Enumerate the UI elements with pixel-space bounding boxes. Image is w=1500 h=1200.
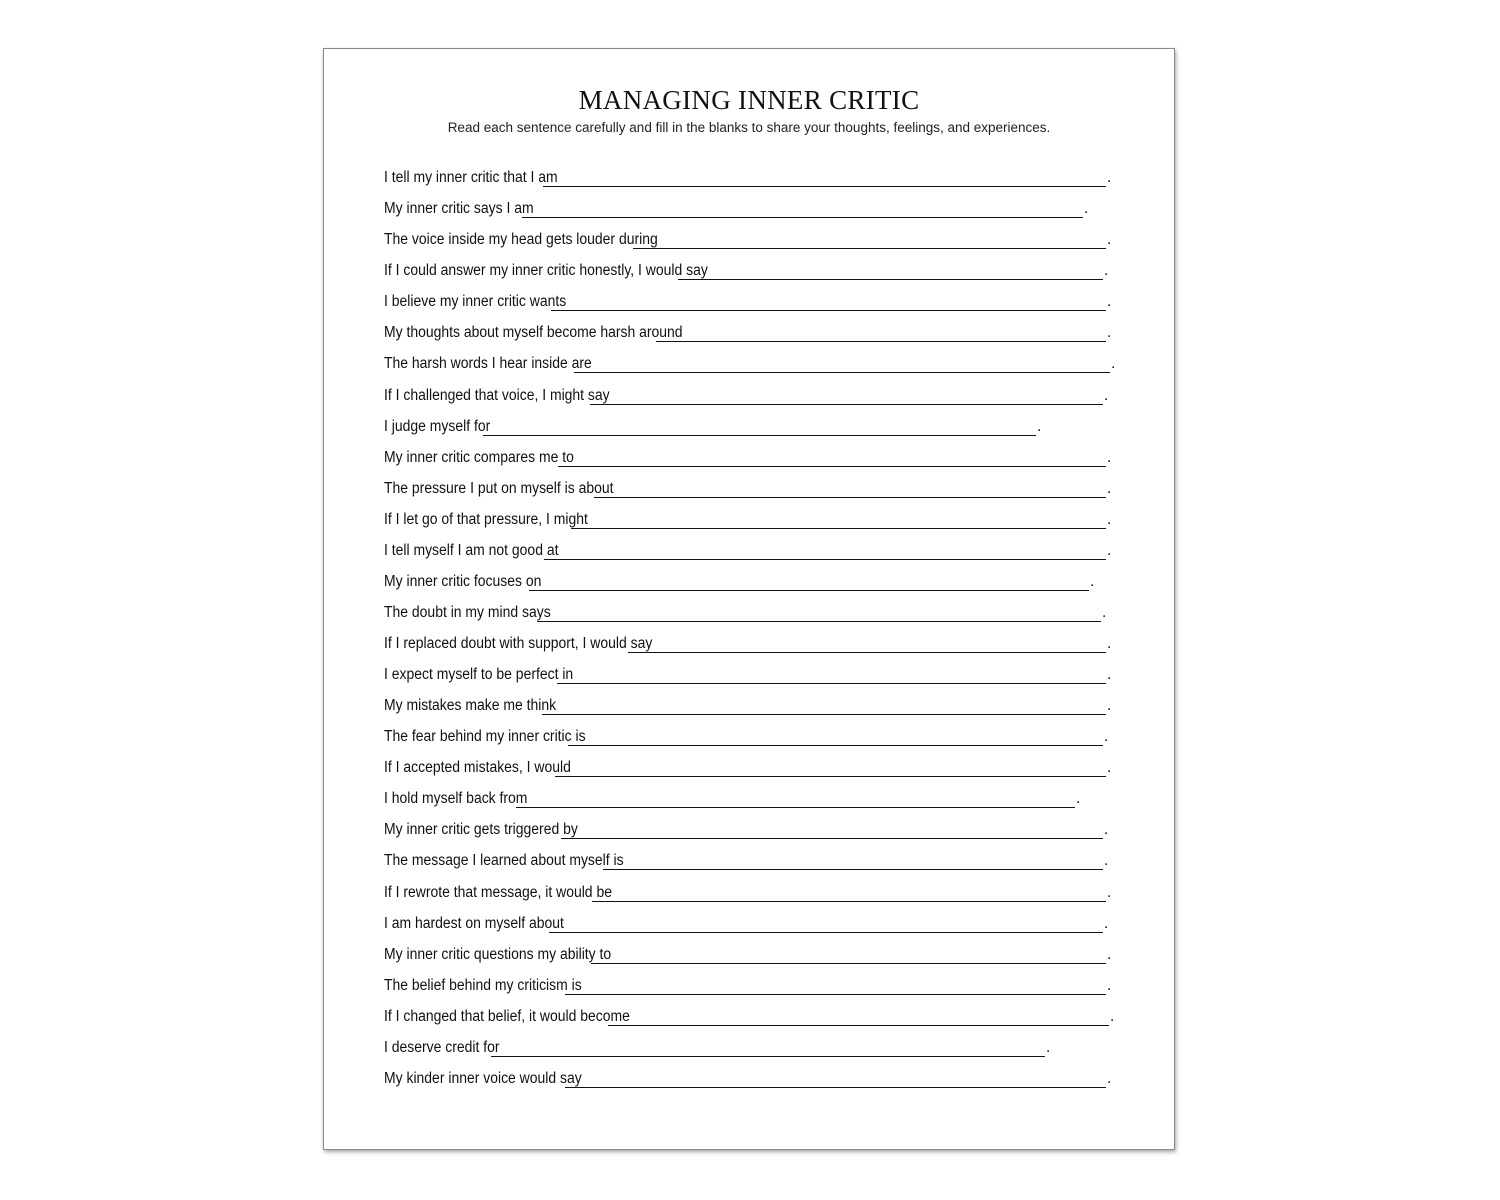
prompt-row <box>384 342 1124 373</box>
fill-in-blank[interactable] <box>568 731 1103 746</box>
prompt-text: My inner critic says I am <box>384 200 534 218</box>
sentence-period: . <box>1107 976 1112 994</box>
fill-in-blank[interactable] <box>565 980 1106 995</box>
fill-in-blank[interactable] <box>491 1042 1045 1057</box>
prompt-text: The harsh words I hear inside are <box>384 355 592 373</box>
sentence-period: . <box>1103 728 1109 746</box>
prompt-row <box>384 467 1124 498</box>
sentence-period: . <box>1109 1007 1115 1025</box>
fill-in-blank[interactable] <box>574 358 1110 373</box>
sentence-period: . <box>1106 293 1112 311</box>
sentence-period: . <box>1107 945 1112 963</box>
prompt-text: The belief behind my criticism is <box>384 976 582 994</box>
prompt-row <box>384 1057 1124 1088</box>
prompt-text: My inner critic questions my ability to <box>384 945 612 963</box>
fill-in-blank[interactable] <box>537 607 1101 622</box>
prompt-row <box>384 622 1124 653</box>
prompt-row <box>384 933 1124 964</box>
prompt-row <box>384 436 1124 467</box>
prompt-text: I tell myself I am not good at <box>384 541 559 559</box>
prompt-row <box>384 187 1124 218</box>
fill-in-blank[interactable] <box>656 327 1106 342</box>
fill-in-blank[interactable] <box>628 638 1106 653</box>
prompt-row <box>384 870 1124 901</box>
prompt-row <box>384 964 1124 995</box>
prompt-text: My inner critic focuses on <box>384 572 542 590</box>
sentence-period: . <box>1037 417 1042 435</box>
prompt-text: If I could answer my inner critic honestly, I would say <box>384 262 708 280</box>
fill-in-blank[interactable] <box>551 296 1106 311</box>
prompt-text: The message I learned about myself is <box>384 852 624 870</box>
fill-in-blank[interactable] <box>557 669 1106 684</box>
sentence-period: . <box>1103 821 1109 839</box>
prompt-text: The doubt in my mind says <box>384 603 551 621</box>
sentence-period: . <box>1107 697 1112 715</box>
prompt-text: My inner critic compares me to <box>384 448 574 466</box>
fill-in-blank[interactable] <box>590 390 1103 405</box>
prompt-text: I judge myself for <box>384 417 491 435</box>
fill-in-blank[interactable] <box>608 1011 1109 1026</box>
sentence-period: . <box>1089 572 1095 590</box>
prompt-text: My mistakes make me think <box>384 697 557 715</box>
prompt-row <box>384 280 1124 311</box>
prompt-text: If I let go of that pressure, I might <box>384 510 588 528</box>
prompt-row <box>384 156 1124 187</box>
fill-in-blank[interactable] <box>522 203 1083 218</box>
fill-in-blank[interactable] <box>561 824 1103 839</box>
prompt-row <box>384 902 1124 933</box>
sentence-period: . <box>1084 200 1089 218</box>
sentence-period: . <box>1107 169 1112 187</box>
fill-in-blank[interactable] <box>543 172 1106 187</box>
sentence-period: . <box>1110 355 1116 373</box>
fill-in-blank[interactable] <box>516 793 1075 808</box>
prompt-row <box>384 498 1124 529</box>
fill-in-blank[interactable] <box>483 421 1036 436</box>
prompt-row <box>384 1026 1124 1057</box>
prompt-row <box>384 715 1124 746</box>
fill-in-blank[interactable] <box>542 700 1106 715</box>
prompt-row <box>384 311 1124 342</box>
prompt-row <box>384 591 1124 622</box>
fill-in-blank[interactable] <box>529 576 1089 591</box>
prompt-text: If I changed that belief, it would become <box>384 1007 630 1025</box>
prompt-text: If I accepted mistakes, I would <box>384 759 571 777</box>
prompt-text: I am hardest on myself about <box>384 914 564 932</box>
prompt-row <box>384 777 1124 808</box>
sentence-period: . <box>1107 635 1112 652</box>
sentence-period: . <box>1104 262 1109 280</box>
prompt-text: I believe my inner critic wants <box>384 293 567 311</box>
prompt-text: The pressure I put on myself is about <box>384 479 614 497</box>
prompt-text: If I replaced doubt with support, I would say <box>384 635 653 652</box>
fill-in-blank[interactable] <box>678 265 1103 280</box>
fill-in-blank[interactable] <box>633 234 1106 249</box>
fill-in-blank[interactable] <box>603 855 1103 870</box>
sentence-period: . <box>1103 914 1109 932</box>
prompt-text: If I rewrote that message, it would be <box>384 883 612 901</box>
sentence-period: . <box>1106 510 1112 528</box>
fill-in-blank[interactable] <box>592 887 1106 902</box>
fill-in-blank[interactable] <box>571 514 1106 529</box>
sentence-period: . <box>1107 666 1112 684</box>
prompt-text: My thoughts about myself become harsh around <box>384 324 683 342</box>
fill-in-blank[interactable] <box>549 918 1103 933</box>
sentence-period: . <box>1107 883 1112 901</box>
prompt-row <box>384 684 1124 715</box>
sentence-period: . <box>1107 479 1112 497</box>
prompt-row <box>384 808 1124 839</box>
prompt-row <box>384 560 1124 591</box>
fill-in-blank[interactable] <box>558 452 1106 467</box>
sentence-period: . <box>1107 231 1112 249</box>
prompt-row <box>384 373 1124 404</box>
prompt-row <box>384 249 1124 280</box>
prompt-list <box>384 156 1124 1088</box>
worksheet-page <box>323 48 1175 1150</box>
prompt-row <box>384 839 1124 870</box>
sentence-period: . <box>1104 852 1109 870</box>
sentence-period: . <box>1103 386 1109 404</box>
prompt-text: The voice inside my head gets louder during <box>384 231 658 249</box>
fill-in-blank[interactable] <box>594 483 1106 498</box>
sentence-period: . <box>1102 603 1107 621</box>
prompt-text: My kinder inner voice would say <box>384 1069 582 1087</box>
prompt-row <box>384 995 1124 1026</box>
sentence-period: . <box>1107 1069 1112 1087</box>
sentence-period: . <box>1107 324 1112 342</box>
fill-in-blank[interactable] <box>565 1073 1106 1088</box>
prompt-row <box>384 218 1124 249</box>
worksheet-instructions: Read each sentence carefully and fill in the blanks to share your thoughts, feelings, and experiences. <box>447 120 1051 135</box>
sentence-period: . <box>1107 759 1112 777</box>
prompt-row <box>384 405 1124 436</box>
prompt-text: If I challenged that voice, I might say <box>384 386 610 404</box>
prompt-text: I deserve credit for <box>384 1038 500 1056</box>
fill-in-blank[interactable] <box>591 949 1106 964</box>
worksheet-title: MANAGING INNER CRITIC <box>578 85 920 115</box>
prompt-text: My inner critic gets triggered by <box>384 821 578 839</box>
sentence-period: . <box>1107 541 1112 559</box>
fill-in-blank[interactable] <box>544 545 1106 560</box>
fill-in-blank[interactable] <box>555 762 1106 777</box>
prompt-row <box>384 529 1124 560</box>
prompt-text: I tell my inner critic that I am <box>384 169 558 187</box>
prompt-row <box>384 746 1124 777</box>
prompt-text: The fear behind my inner critic is <box>384 728 586 746</box>
prompt-row <box>384 653 1124 684</box>
sentence-period: . <box>1045 1038 1051 1056</box>
sentence-period: . <box>1107 448 1112 466</box>
sentence-period: . <box>1076 790 1081 808</box>
prompt-text: I hold myself back from <box>384 790 528 808</box>
prompt-text: I expect myself to be perfect in <box>384 666 574 684</box>
